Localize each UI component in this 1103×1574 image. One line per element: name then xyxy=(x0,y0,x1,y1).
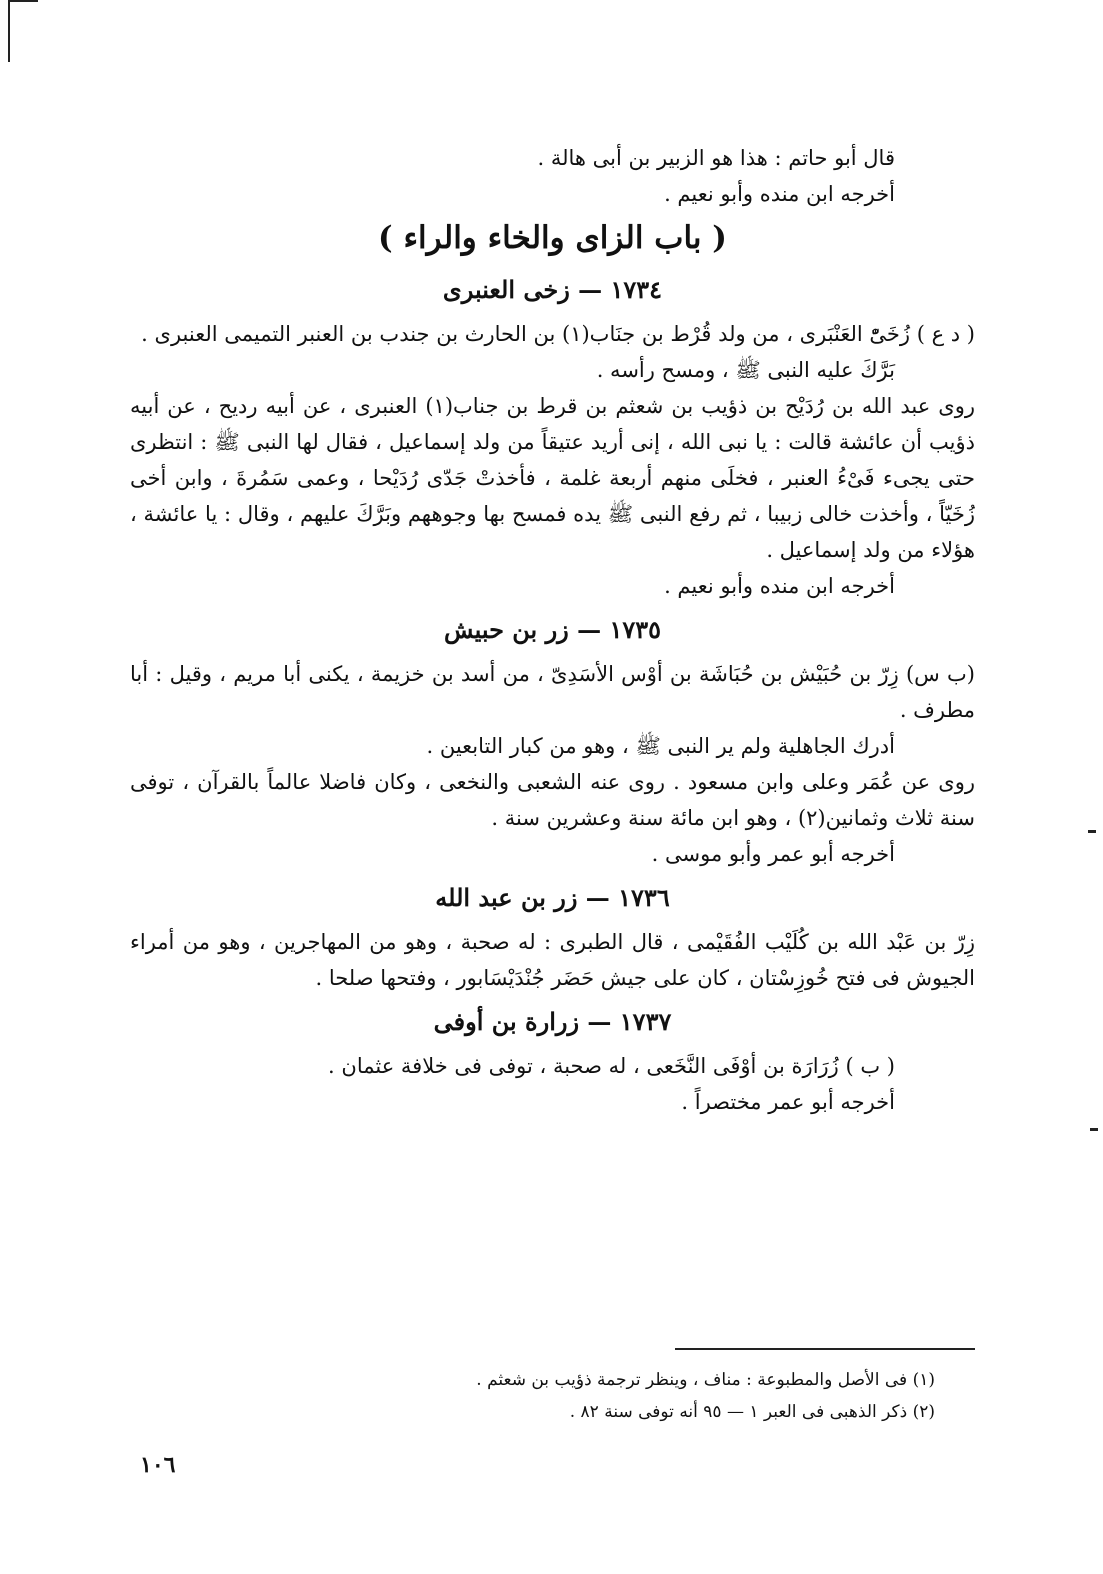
entry-title: ١٧٣٦ — زر بن عبد الله xyxy=(435,883,670,912)
page-number: ١٠٦ xyxy=(140,1452,176,1478)
entry-paragraph: ( د ع ) زُخَىّْ العَنْبَرى ، من ولد قُرْط بن جنَاب(١) بن الحارث بن جندب بن العنبر التميمى العنبرى . xyxy=(141,322,975,346)
text-line: قال أبو حاتم : هذا هو الزبير بن أبى هالة . xyxy=(537,146,895,170)
footnote-rule xyxy=(675,1348,975,1350)
footnote: (٢) ذكر الذهبى فى العبر ١ — ٩٥ أنه توفى سنة ٨٢ . xyxy=(569,1402,935,1422)
entry-paragraph: بَرَّكَ عليه النبى ﷺ ، ومسح رأسه . xyxy=(596,358,895,382)
entry-paragraph: أخرجه أبو عمر وأبو موسى . xyxy=(651,842,895,866)
text-line: أخرجه ابن منده وأبو نعيم . xyxy=(664,182,895,206)
entry-paragraph: زِرّ بن عَبْد الله بن كُلَيْب الفُقَيْمى ، قال الطبرى : له صحبة ، وهو من المهاجرين ، وهو من أمراء الجيوش فى فتح خُوزِسْتان ، كان على جيش حَضَر جُنْدَيْسَابور ، وفتحها صلحا . xyxy=(130,930,975,990)
entry-paragraph: أخرجه أبو عمر مختصراً . xyxy=(681,1090,895,1114)
entry-title: ١٧٣٥ — زر بن حبيش xyxy=(443,615,662,644)
entry xyxy=(130,876,975,996)
entry xyxy=(130,1000,975,1120)
entry-paragraph: أخرجه ابن منده وأبو نعيم . xyxy=(664,574,895,598)
entry-title: ١٧٣٧ — زرارة بن أوفى xyxy=(433,1007,672,1036)
section-title: ( باب الزاى والخاء والراء ) xyxy=(378,220,727,256)
entry-paragraph: (ب س) زِرّ بن حُبَيْش بن حُبَاشَة بن أوْس الأسَدِىّ ، من أسد بن خزيمة ، يكنى أبا مريم ، وقيل : أبا مطرف . xyxy=(130,662,975,722)
entry-paragraph: أدرك الجاهلية ولم ير النبى ﷺ ، وهو من كبار التابعين . xyxy=(426,734,895,758)
entry xyxy=(130,268,975,604)
footnotes xyxy=(130,1348,975,1428)
entry-paragraph: روى عبد الله بن رُدَيْح بن ذؤيب بن شعثم بن قرط بن جناب(١) العنبرى ، عن أبيه رديح ، عن أبيه ذؤيب أن عائشة قالت : يا نبى الله ، إنى أريد عتيقاً من ولد إسماعيل ، فقال لها النبى ﷺ : انتظرى حتى يجىء فَىْءُ العنبر ، فخلَى منهم أربعة غلمة ، فأخذتْ جَدّى رُدَيْحا ، وعمى سَمُرةَ ، وابن أخى زُخَيّاً ، وأخذت خالى زبيبا ، ثم رفع النبى ﷺ يده فمسح بها وجوههم وبَرَّكَ عليهم ، وقال : يا عائشة ، هؤلاء من ولد إسماعيل . xyxy=(130,394,975,562)
scan-edge-mark xyxy=(8,0,10,62)
entry-paragraph: روى عن عُمَر وعلى وابن مسعود . روى عنه الشعبى والنخعى ، وكان فاضلا عالماً بالقرآن ، توفى سنة ثلاث وثمانين(٢) ، وهو ابن مائة سنة وعشرين سنة . xyxy=(130,770,975,830)
scan-edge-mark xyxy=(1088,830,1096,833)
scan-edge-mark xyxy=(8,0,38,2)
main-text xyxy=(130,140,975,1120)
entry-title: ١٧٣٤ — زخى العنبرى xyxy=(442,275,663,304)
entry xyxy=(130,608,975,872)
entry-paragraph: ( ب ) زُرَارَة بن أوْفَى النَّخَعى ، له صحبة ، توفى فى خلافة عثمان . xyxy=(328,1054,895,1078)
scan-edge-mark xyxy=(1090,1128,1098,1131)
footnote: (١) فى الأصل والمطبوعة : مناف ، وينظر ترجمة ذؤيب بن شعثم . xyxy=(476,1370,935,1390)
